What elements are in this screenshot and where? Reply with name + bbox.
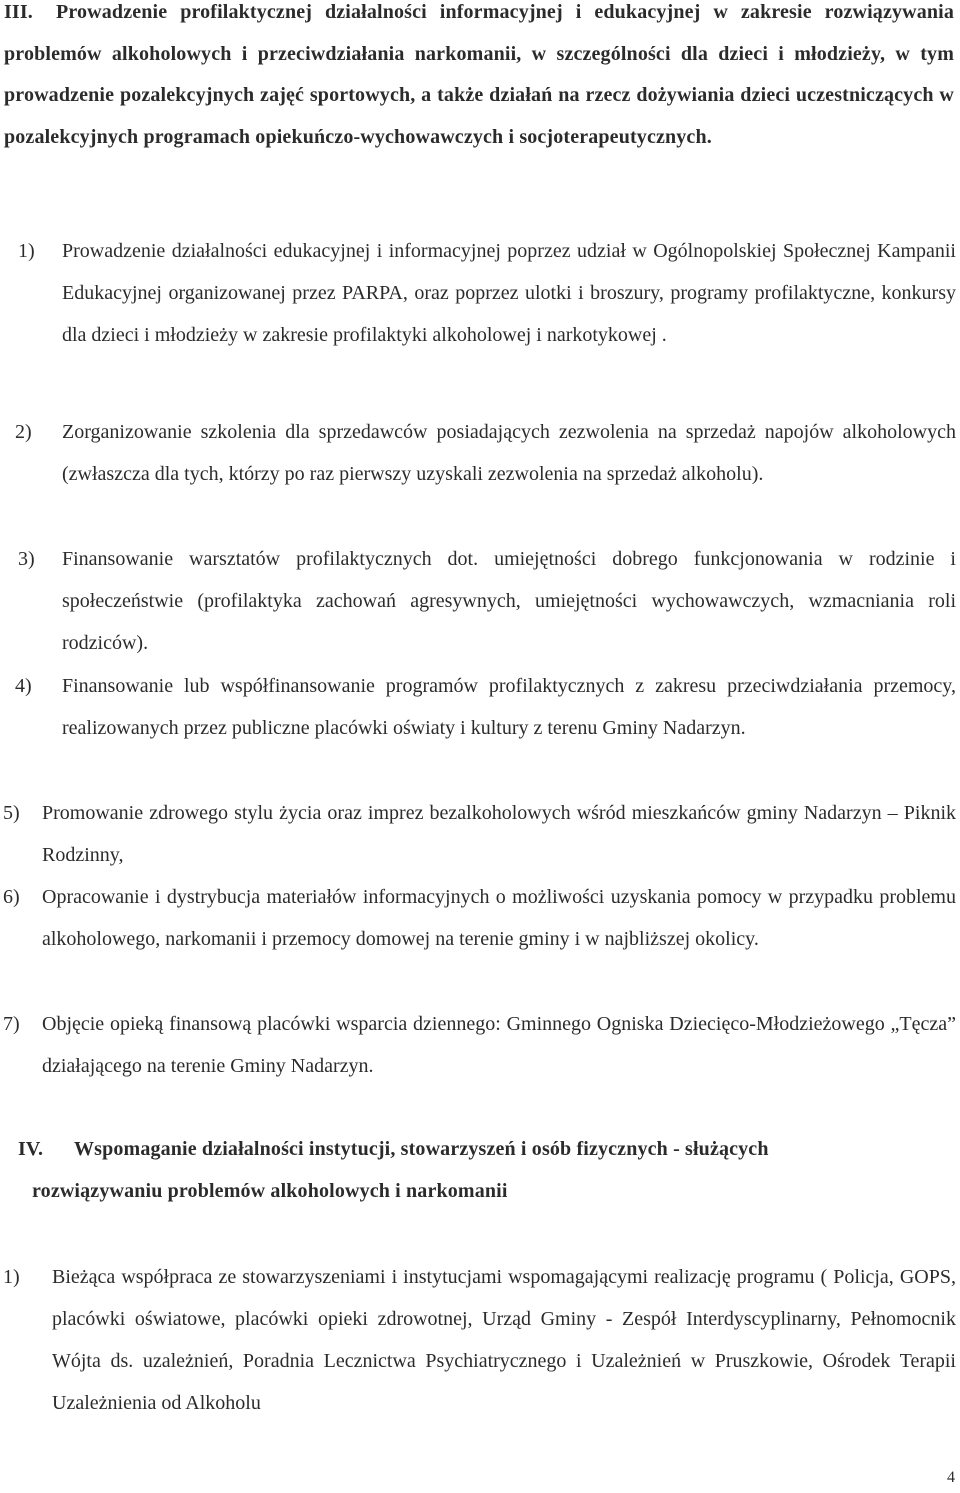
- list-item: [18, 538, 956, 664]
- section-3-label: III.: [4, 1, 33, 23]
- section-3-title: Prowadzenie profilaktycznej działalności informacyjnej i edukacyjnej w zakresie rozwiązywania problemów alkoholowych i przeciwdziałania narkomanii, w szczególności dla dzieci i młodzieży, w tym prowadzenie pozalekcyjnych zajęć sportowych, a także działań na rzecz dożywiania dzieci uczestniczących w pozalekcyjnych programach opiekuńczo-wychowawczych i socjoterapeutycznych.: [4, 1, 954, 148]
- list-item-text: Promowanie zdrowego stylu życia oraz imprez bezalkoholowych wśród mieszkańców gminy Nadarzyn – Piknik Rodzinny,: [42, 802, 956, 866]
- list-item-number: 3): [18, 548, 35, 570]
- list-item-text: Objęcie opieką finansową placówki wsparcia dziennego: Gminnego Ogniska Dziecięco-Młodzieżowego „Tęcza” działającego na terenie Gminy Nadarzyn.: [42, 1013, 956, 1077]
- list-item-number: 6): [3, 886, 20, 908]
- list-item-number: 1): [3, 1266, 20, 1288]
- list-item: [3, 792, 956, 876]
- list-item-number: 7): [3, 1013, 20, 1035]
- section-4-title-line-2: rozwiązywaniu problemów alkoholowych i narkomanii: [32, 1179, 508, 1202]
- list-item-text: Finansowanie lub współfinansowanie programów profilaktycznych z zakresu przeciwdziałania przemocy, realizowanych przez publiczne placówki oświaty i kultury z terenu Gminy Nadarzyn.: [62, 675, 956, 739]
- list-item: [15, 665, 956, 749]
- section-4-title-line-1: Wspomaganie działalności instytucji, stowarzyszeń i osób fizycznych - służących: [74, 1138, 769, 1160]
- list-item-text: Bieżąca współpraca ze stowarzyszeniami i instytucjami wspomagającymi realizację programu ( Policja, GOPS, placówki oświatowe, placówki opieki zdrowotnej, Urząd Gminy - Zespół Interdyscyplinarny, Pełnomocnik Wójta ds. uzależnień, Poradnia Lecznictwa Psychiatrycznego i Uzależnień w Pruszkowie, Ośrodek Terapii Uzależnienia od Alkoholu: [52, 1266, 956, 1414]
- section-4-heading: [18, 1129, 956, 1212]
- list-item: [15, 411, 956, 495]
- section-3-heading: [4, 0, 954, 158]
- list-item-number: 5): [3, 802, 20, 824]
- list-item: [3, 1256, 956, 1424]
- page-number: 4: [947, 1469, 955, 1486]
- list-item-number: 4): [15, 675, 32, 697]
- list-item-text: Finansowanie warsztatów profilaktycznych dot. umiejętności dobrego funkcjonowania w rodzinie i społeczeństwie (profilaktyka zachowań agresywnych, umiejętności wychowawczych, wzmacniania roli rodziców).: [62, 548, 956, 654]
- list-item-number: 1): [18, 240, 35, 262]
- list-item-text: Opracowanie i dystrybucja materiałów informacyjnych o możliwości uzyskania pomocy w przypadku problemu alkoholowego, narkomanii i przemocy domowej na terenie gminy i w najbliższej okolicy.: [42, 886, 956, 950]
- list-item-number: 2): [15, 421, 32, 443]
- list-item: [18, 230, 956, 356]
- list-item-text: Zorganizowanie szkolenia dla sprzedawców posiadających zezwolenia na sprzedaż napojów alkoholowych (zwłaszcza dla tych, którzy po raz pierwszy uzyskali zezwolenia na sprzedaż alkoholu).: [62, 421, 956, 485]
- list-item: [3, 876, 956, 960]
- section-4-label: IV.: [18, 1138, 44, 1160]
- list-item-text: Prowadzenie działalności edukacyjnej i informacyjnej poprzez udział w Ogólnopolskiej Społecznej Kampanii Edukacyjnej organizowanej przez PARPA, oraz poprzez ulotki i broszury, programy profilaktyczne, konkursy dla dzieci i młodzieży w zakresie profilaktyki alkoholowej i narkotykowej .: [62, 240, 956, 346]
- list-item: [3, 1003, 956, 1087]
